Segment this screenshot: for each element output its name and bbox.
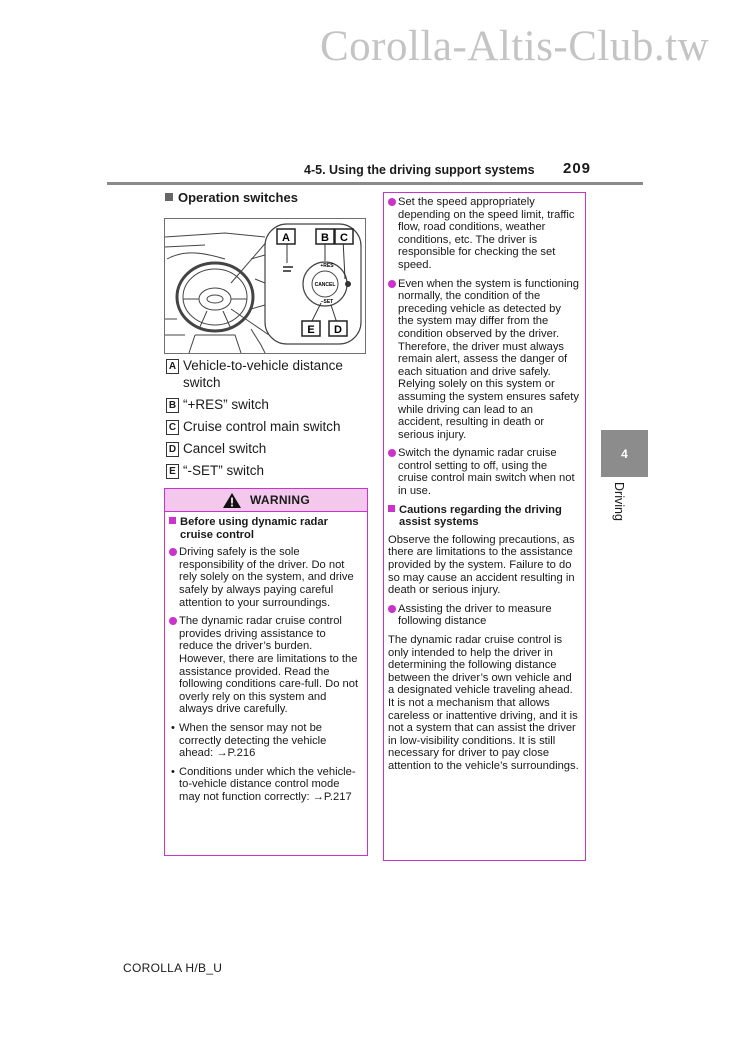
watermark: Corolla-Altis-Club.tw — [320, 23, 710, 70]
chapter-tab[interactable] — [601, 430, 648, 477]
figure-cancel-text: CANCEL — [314, 282, 336, 288]
warning-dash-item: • When the sensor may not be correctly detecting the vehicle ahead: →P.216 — [171, 721, 327, 760]
warning-bullet: Switch the dynamic radar cruise control setting to off, using the cruise control main switch when not in use. — [388, 447, 579, 497]
warning-subhead: Before using dynamic radar cruise control — [169, 516, 361, 541]
figure-label-d: D — [334, 324, 342, 336]
steering-wheel-figure — [164, 218, 366, 354]
warning-bullet: Even when the system is functioning normally, the condition of the preceding vehicle as detected by the system may differ from the condition observed by the driver. Therefore, the driver must always remain alert, assess the danger of each situation and drive safely. Relying solely on this system or assuming the system ensures safety while driving can lead to an accident, resulting in death or serious injury. — [388, 278, 579, 442]
dash-bullet-icon: • — [171, 721, 175, 734]
warning-box-continued — [383, 192, 586, 861]
section-heading-text: Operation switches — [178, 190, 298, 205]
warning-bullet: The dynamic radar cruise control provides driving assistance to reduce the driver’s burden. However, there are limitations to the assistance provided. Read the following conditions care-full. Do not overly rely on this system and always drive carefully. — [169, 615, 361, 716]
square-bullet-icon — [169, 517, 176, 524]
bullet-dot-icon — [388, 280, 396, 288]
legend-key: B — [166, 398, 179, 413]
warning-header — [165, 489, 367, 512]
bullet-dot-icon — [388, 605, 396, 613]
legend-item — [166, 440, 366, 457]
page-number: 209 — [563, 160, 592, 177]
legend-key: E — [166, 464, 179, 479]
steering-wheel-illustration — [165, 219, 365, 353]
switch-legend — [166, 357, 366, 484]
warning-paragraph: The dynamic radar cruise control is only intended to help the driver in determining the following distance between the driver’s own vehicle and a designated vehicle traveling ahead. It is not a mechanism that allows careless or inattentive driving, and it is not a system that can assist the driver in low-visibility conditions. It is still necessary for driver to pay close attention to the vehicle’s surroundings. — [388, 634, 579, 772]
legend-item — [166, 418, 366, 435]
warning-box — [164, 488, 368, 856]
warning-triangle-icon — [222, 492, 242, 509]
legend-text: “+RES” switch — [183, 397, 269, 412]
dash-bullet-icon: • — [171, 765, 175, 778]
legend-text: “-SET” switch — [183, 463, 264, 478]
figure-set-text: –SET — [320, 299, 334, 305]
warning-dash-item: • Conditions under which the vehicle-to-vehicle distance control mode may not function correctly: →P.217 — [171, 765, 356, 803]
header-rule — [107, 182, 643, 185]
bullet-dot-icon — [388, 198, 396, 206]
legend-text: Vehicle-to-vehicle distance switch — [183, 358, 343, 390]
warning-subhead: Cautions regarding the driving assist systems — [388, 504, 579, 529]
warning-bullet: Assisting the driver to measure following distance — [388, 603, 579, 628]
chapter-number: 4 — [621, 446, 628, 461]
square-bullet-icon — [388, 505, 395, 512]
legend-key: A — [166, 359, 179, 374]
warning-body — [384, 193, 585, 773]
figure-res-text: +RES — [320, 263, 334, 269]
warning-bullet: Driving safely is the sole responsibility of the driver. Do not rely solely on the system, and drive safely by always paying careful attention to your surroundings. — [169, 546, 361, 609]
legend-item — [166, 396, 366, 413]
warning-paragraph: Observe the following precautions, as there are limitations to the assistance provided by the system. Failure to do so may cause an accident resulting in death or serious injury. — [388, 533, 575, 597]
bullet-dot-icon — [388, 449, 396, 457]
warning-body — [165, 512, 367, 803]
figure-label-e: E — [307, 324, 315, 336]
figure-label-c: C — [340, 232, 348, 244]
legend-key: D — [166, 442, 179, 457]
chapter-label: Driving — [612, 482, 626, 521]
page-header-title: 4-5. Using the driving support systems — [304, 163, 535, 177]
bullet-dot-icon — [169, 617, 177, 625]
figure-label-a: A — [282, 232, 290, 244]
legend-text: Cancel switch — [183, 441, 267, 456]
legend-text: Cruise control main switch — [183, 419, 341, 434]
square-bullet-icon — [165, 193, 173, 201]
bullet-dot-icon — [169, 548, 177, 556]
warning-title: WARNING — [249, 493, 311, 507]
section-heading — [165, 190, 298, 205]
warning-bullet: Set the speed appropriately depending on the speed limit, traffic flow, road conditions, weather conditions, etc. The driver is responsible for checking the set speed. — [388, 196, 579, 272]
legend-item — [166, 462, 366, 479]
legend-item — [166, 357, 366, 391]
footer-model-code: COROLLA H/B_U — [123, 961, 223, 975]
figure-label-b: B — [321, 232, 329, 244]
legend-key: C — [166, 420, 179, 435]
